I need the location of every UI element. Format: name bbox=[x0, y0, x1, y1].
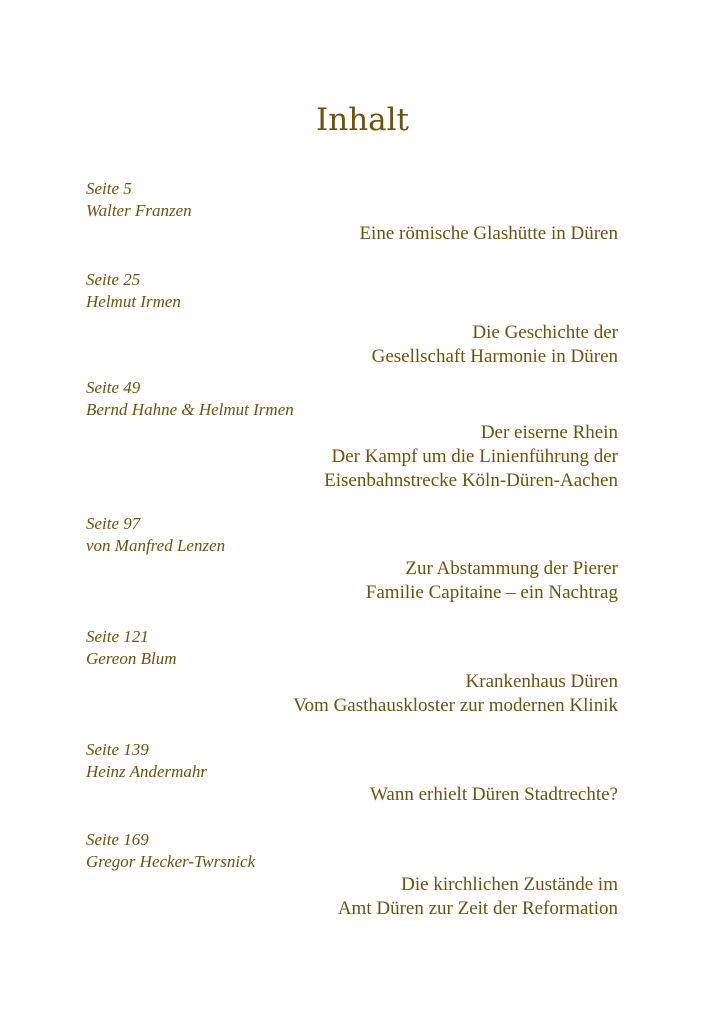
author-name: von Manfred Lenzen bbox=[86, 536, 226, 555]
toc-entry bbox=[86, 626, 618, 718]
toc-entry bbox=[86, 739, 618, 807]
article-title bbox=[86, 557, 618, 605]
article-title-line: Der eiserne Rhein bbox=[480, 422, 618, 443]
page-reference: Seite 169 bbox=[86, 830, 149, 849]
article-title-line: Amt Düren zur Zeit der Reformation bbox=[337, 898, 618, 919]
author-name: Gregor Hecker-Twrsnick bbox=[86, 852, 256, 871]
article-title-line: Die Geschichte der bbox=[472, 322, 618, 343]
toc-entry bbox=[86, 513, 618, 605]
article-title-line: Eine römische Glashütte in Düren bbox=[359, 223, 618, 244]
page-reference: Seite 49 bbox=[86, 378, 141, 397]
article-title-line: Familie Capitaine – ein Nachtrag bbox=[365, 582, 618, 603]
article-title-line: Die kirchlichen Zustände im bbox=[401, 874, 618, 895]
article-title-line: Eisenbahnstrecke Köln-Düren-Aachen bbox=[324, 470, 618, 491]
article-title-line: Zur Abstammung der Pierer bbox=[405, 558, 618, 579]
article-title bbox=[86, 421, 618, 493]
article-title bbox=[86, 783, 618, 807]
page-reference: Seite 139 bbox=[86, 740, 149, 759]
article-title bbox=[86, 321, 618, 369]
article-title-line: Gesellschaft Harmonie in Düren bbox=[371, 346, 618, 367]
article-title-line: Krankenhaus Düren bbox=[465, 671, 618, 692]
article-title bbox=[86, 873, 618, 921]
author-name: Walter Franzen bbox=[86, 201, 192, 220]
page-reference: Seite 97 bbox=[86, 514, 141, 533]
author-name: Helmut Irmen bbox=[86, 292, 181, 311]
article-title bbox=[86, 670, 618, 718]
toc-entry bbox=[86, 829, 618, 921]
article-title bbox=[86, 222, 618, 246]
toc-entry bbox=[86, 269, 618, 369]
author-name: Bernd Hahne & Helmut Irmen bbox=[86, 400, 294, 419]
author-name: Heinz Andermahr bbox=[86, 762, 208, 781]
page-reference: Seite 25 bbox=[86, 270, 141, 289]
author-name: Gereon Blum bbox=[86, 649, 177, 668]
page-reference: Seite 121 bbox=[86, 627, 149, 646]
toc-entry bbox=[86, 377, 618, 493]
page-reference: Seite 5 bbox=[86, 179, 132, 198]
article-title-line: Wann erhielt Düren Stadtrechte? bbox=[369, 784, 618, 805]
page-title: Inhalt bbox=[315, 102, 410, 138]
article-title-line: Der Kampf um die Linienführung der bbox=[331, 446, 618, 467]
toc-entry bbox=[86, 178, 618, 246]
article-title-line: Vom Gasthauskloster zur modernen Klinik bbox=[293, 695, 618, 716]
